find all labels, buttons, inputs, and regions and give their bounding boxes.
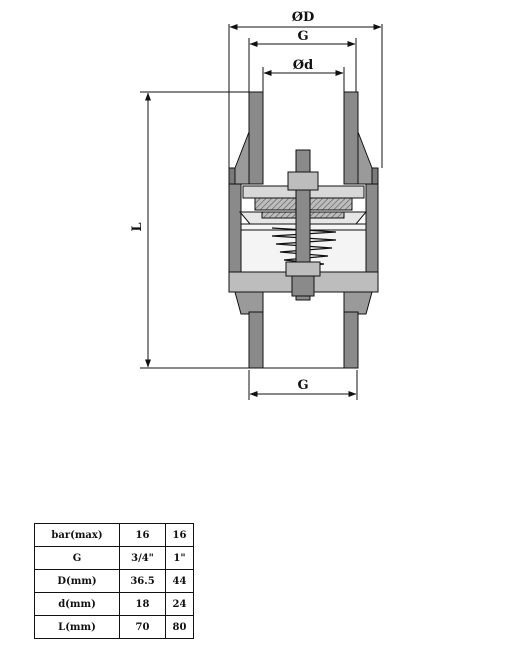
table-row	[35, 524, 194, 547]
row-label: D(mm)	[35, 570, 120, 593]
dim-label-inner-diameter: Ød	[292, 58, 314, 73]
dim-label-length: L	[130, 222, 145, 232]
cell-value: 18	[120, 593, 166, 616]
cell-value: 70	[120, 616, 166, 639]
cell-value: 3/4"	[120, 547, 166, 570]
row-label: d(mm)	[35, 593, 120, 616]
spec-table	[34, 523, 194, 639]
cell-value: 44	[166, 570, 194, 593]
table-row	[35, 593, 194, 616]
spec-table-body	[35, 524, 194, 639]
cell-value: 16	[120, 524, 166, 547]
dim-label-thread-bottom: G	[297, 378, 309, 393]
cell-value: 80	[166, 616, 194, 639]
row-label: G	[35, 547, 120, 570]
row-label: L(mm)	[35, 616, 120, 639]
table-row	[35, 547, 194, 570]
cell-value: 1"	[166, 547, 194, 570]
cell-value: 16	[166, 524, 194, 547]
cell-value: 36.5	[120, 570, 166, 593]
row-label: bar(max)	[35, 524, 120, 547]
cell-value: 24	[166, 593, 194, 616]
table-row	[35, 570, 194, 593]
table-row	[35, 616, 194, 639]
dim-label-outer-diameter: ØD	[291, 10, 315, 25]
dim-label-thread-top: G	[297, 29, 309, 44]
